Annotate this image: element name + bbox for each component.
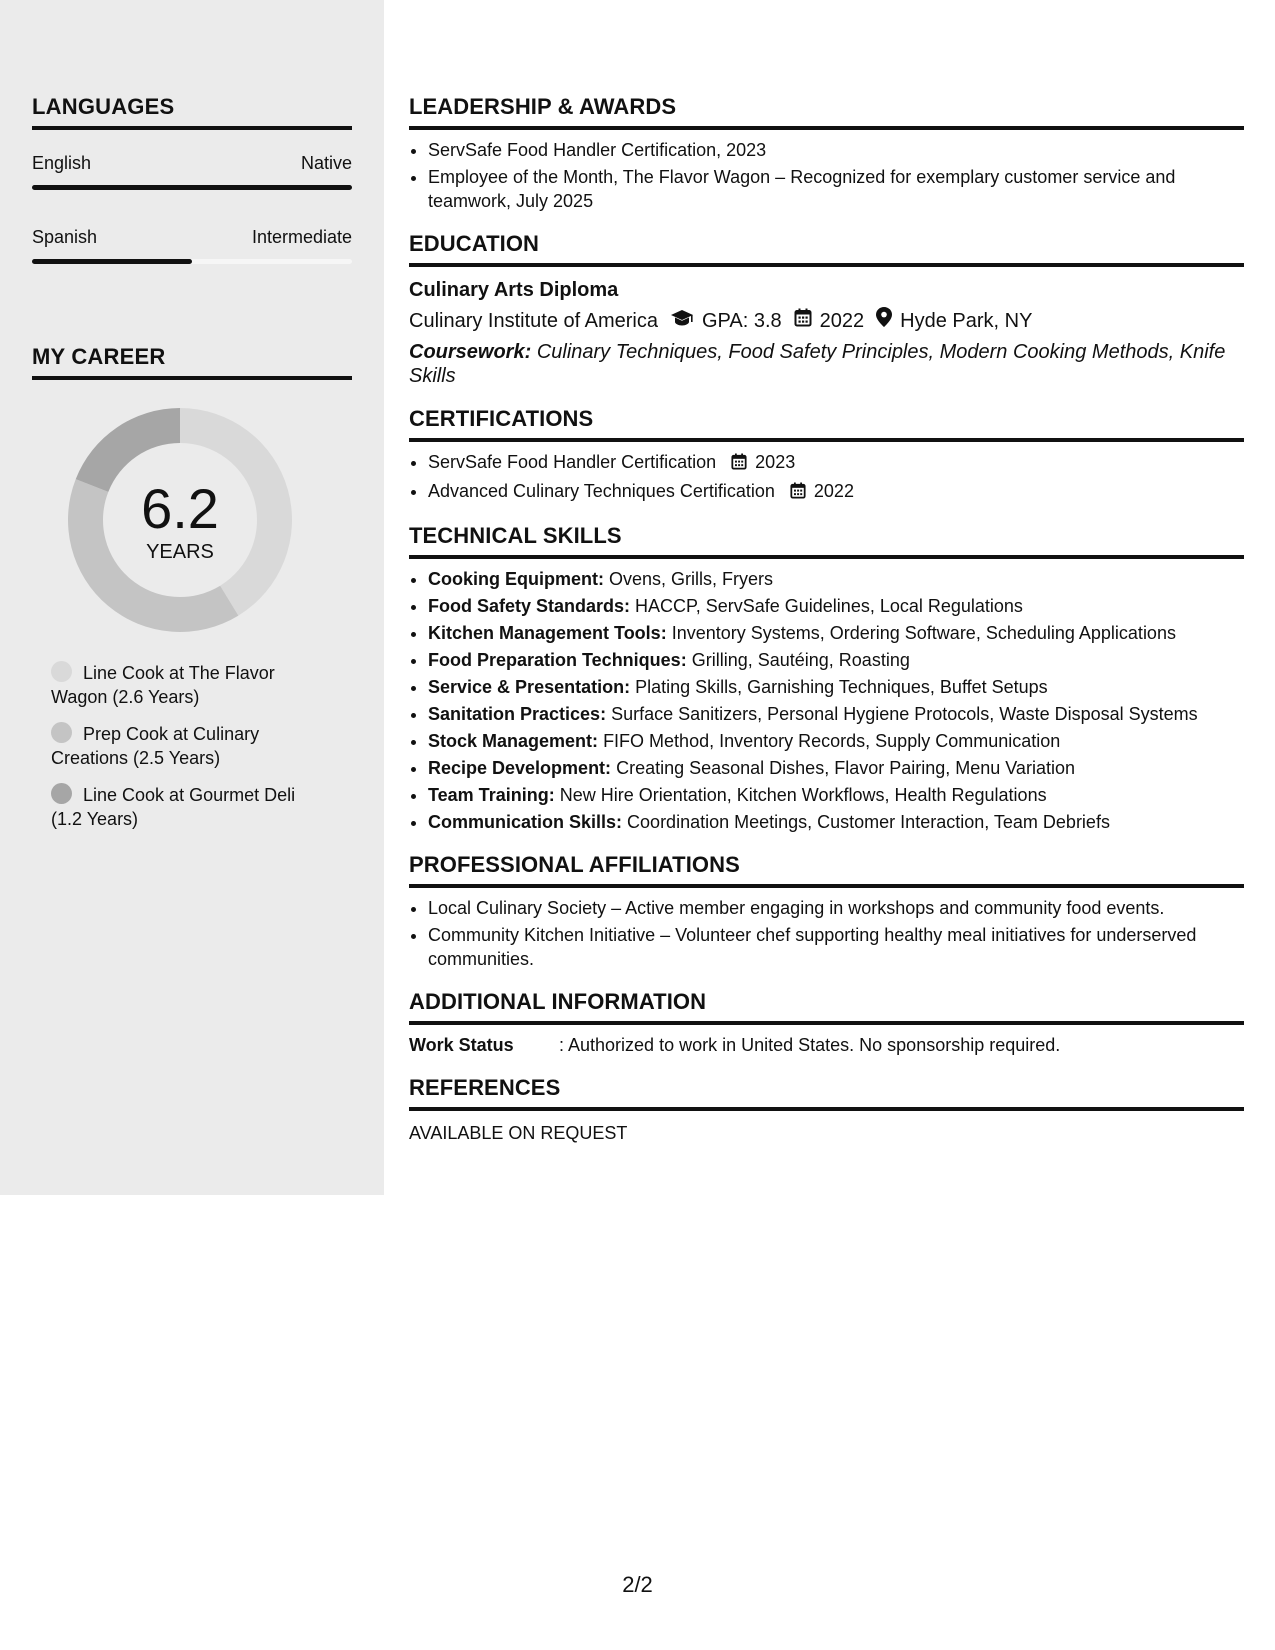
language-name: English bbox=[32, 153, 92, 173]
skills-list bbox=[409, 567, 1244, 834]
map-pin-icon bbox=[876, 307, 892, 334]
skill-value: FIFO Method, Inventory Records, Supply Communication bbox=[603, 731, 1061, 751]
certification-year: 2022 bbox=[813, 481, 854, 501]
career-heading: MY CAREER bbox=[32, 344, 352, 380]
certification-name: ServSafe Food Handler Certification bbox=[428, 452, 717, 472]
language-row-spanish bbox=[32, 226, 352, 264]
skill-label: Food Safety Standards: bbox=[428, 596, 631, 616]
skill-label: Service & Presentation: bbox=[428, 677, 631, 697]
certifications-heading: CERTIFICATIONS bbox=[409, 406, 1244, 442]
skill-value: Inventory Systems, Ordering Software, Scheduling Applications bbox=[671, 623, 1176, 643]
sidebar bbox=[0, 0, 384, 1195]
list-item bbox=[428, 479, 1244, 505]
list-item bbox=[428, 729, 1244, 753]
education-heading: EDUCATION bbox=[409, 231, 1244, 267]
language-proficiency-bar bbox=[32, 185, 352, 190]
education-meta bbox=[409, 307, 1244, 334]
list-item bbox=[428, 783, 1244, 807]
career-total-value: 6.2 bbox=[141, 477, 219, 540]
skill-label: Stock Management: bbox=[428, 731, 599, 751]
language-proficiency-bar bbox=[32, 259, 352, 264]
language-proficiency-fill bbox=[32, 185, 352, 190]
language-level: Intermediate bbox=[251, 227, 352, 247]
skill-value: HACCP, ServSafe Guidelines, Local Regulations bbox=[635, 596, 1023, 616]
career-legend-label: Line Cook at Gourmet Deli (1.2 Years) bbox=[51, 785, 296, 829]
list-item: • ServSafe Food Handler Certification, 2023 bbox=[428, 138, 1244, 162]
main-content bbox=[409, 94, 1244, 1163]
skill-value: Ovens, Grills, Fryers bbox=[609, 569, 774, 589]
career-legend-item bbox=[51, 722, 312, 770]
calendar-icon bbox=[731, 452, 747, 476]
career-section bbox=[32, 344, 352, 831]
list-item: • Local Culinary Society – Active member engaging in workshops and community food events. bbox=[428, 896, 1244, 920]
education-school: Culinary Institute of America bbox=[409, 309, 658, 332]
language-name: Spanish bbox=[32, 227, 98, 247]
education-degree: Culinary Arts Diploma bbox=[409, 279, 619, 301]
work-status-value: : Authorized to work in United States. No sponsorship required. bbox=[559, 1035, 1061, 1055]
language-level: Native bbox=[300, 153, 352, 173]
certification-name: Advanced Culinary Techniques Certification bbox=[428, 481, 775, 501]
languages-section bbox=[32, 94, 352, 264]
career-legend-item bbox=[51, 661, 312, 709]
skill-value: Surface Sanitizers, Personal Hygiene Protocols, Waste Disposal Systems bbox=[611, 704, 1198, 724]
certifications-section bbox=[409, 406, 1244, 505]
additional-info-section bbox=[409, 989, 1244, 1057]
education-gpa: GPA: 3.8 bbox=[702, 309, 782, 332]
skill-label: Food Preparation Techniques: bbox=[428, 650, 687, 670]
references-text: AVAILABLE ON REQUEST bbox=[409, 1123, 628, 1143]
calendar-icon bbox=[794, 308, 812, 334]
leadership-heading: LEADERSHIP & AWARDS bbox=[409, 94, 1244, 130]
work-status-label: Work Status bbox=[409, 1035, 514, 1055]
legend-dot-icon bbox=[51, 783, 72, 804]
additional-info-heading: ADDITIONAL INFORMATION bbox=[409, 989, 1244, 1025]
language-row-english bbox=[32, 152, 352, 190]
skill-label: Cooking Equipment: bbox=[428, 569, 604, 589]
coursework-label: Coursework: bbox=[409, 341, 532, 363]
calendar-icon bbox=[790, 481, 806, 505]
leadership-section bbox=[409, 94, 1244, 213]
list-item bbox=[428, 450, 1244, 476]
coursework-value: Culinary Techniques, Food Safety Principles, Modern Cooking Methods, Knife Skills bbox=[409, 341, 1226, 387]
list-item bbox=[428, 675, 1244, 699]
education-location: Hyde Park, NY bbox=[900, 309, 1033, 332]
list-item bbox=[428, 594, 1244, 618]
career-legend-label: Line Cook at The Flavor Wagon (2.6 Years) bbox=[51, 663, 275, 707]
languages-heading: LANGUAGES bbox=[32, 94, 352, 130]
list-item bbox=[428, 621, 1244, 645]
list-item bbox=[428, 756, 1244, 780]
career-legend-item bbox=[51, 783, 312, 831]
skill-label: Team Training: bbox=[428, 785, 555, 805]
skill-value: Coordination Meetings, Customer Interaction, Team Debriefs bbox=[627, 812, 1110, 832]
list-item: • Employee of the Month, The Flavor Wagon – Recognized for exemplary customer service and teamwork, July 2025 bbox=[428, 165, 1244, 213]
certification-year: 2023 bbox=[755, 452, 796, 472]
career-donut-chart bbox=[32, 390, 352, 650]
skill-value: Plating Skills, Garnishing Techniques, Buffet Setups bbox=[635, 677, 1048, 697]
graduation-cap-icon bbox=[670, 308, 694, 334]
references-section bbox=[409, 1075, 1244, 1145]
legend-dot-icon bbox=[51, 661, 72, 682]
education-section bbox=[409, 231, 1244, 388]
skill-label: Recipe Development: bbox=[428, 758, 612, 778]
list-item bbox=[428, 702, 1244, 726]
education-year: 2022 bbox=[819, 309, 865, 332]
work-status-row bbox=[409, 1033, 1244, 1057]
references-heading: REFERENCES bbox=[409, 1075, 1244, 1111]
education-coursework bbox=[409, 340, 1244, 388]
affiliations-section bbox=[409, 852, 1244, 971]
skill-label: Sanitation Practices: bbox=[428, 704, 607, 724]
list-item: • Community Kitchen Initiative – Volunteer chef supporting healthy meal initiatives for underserved communities. bbox=[428, 923, 1244, 971]
skill-value: New Hire Orientation, Kitchen Workflows, Health Regulations bbox=[559, 785, 1047, 805]
skill-label: Kitchen Management Tools: bbox=[428, 623, 667, 643]
list-item bbox=[428, 567, 1244, 591]
page-number: 2/2 bbox=[622, 1572, 653, 1597]
career-legend bbox=[32, 661, 312, 831]
list-item bbox=[428, 648, 1244, 672]
legend-dot-icon bbox=[51, 722, 72, 743]
leadership-list bbox=[409, 138, 1244, 213]
certifications-list bbox=[409, 450, 1244, 505]
career-total-unit: YEARS bbox=[146, 541, 214, 563]
affiliations-list bbox=[409, 896, 1244, 971]
affiliations-heading: PROFESSIONAL AFFILIATIONS bbox=[409, 852, 1244, 888]
list-item bbox=[428, 810, 1244, 834]
skill-label: Communication Skills: bbox=[428, 812, 623, 832]
language-proficiency-fill bbox=[32, 259, 192, 264]
skill-value: Creating Seasonal Dishes, Flavor Pairing, Menu Variation bbox=[616, 758, 1075, 778]
skill-value: Grilling, Sautéing, Roasting bbox=[691, 650, 910, 670]
skills-section bbox=[409, 523, 1244, 834]
skills-heading: TECHNICAL SKILLS bbox=[409, 523, 1244, 559]
career-legend-label: Prep Cook at Culinary Creations (2.5 Years) bbox=[51, 724, 260, 768]
